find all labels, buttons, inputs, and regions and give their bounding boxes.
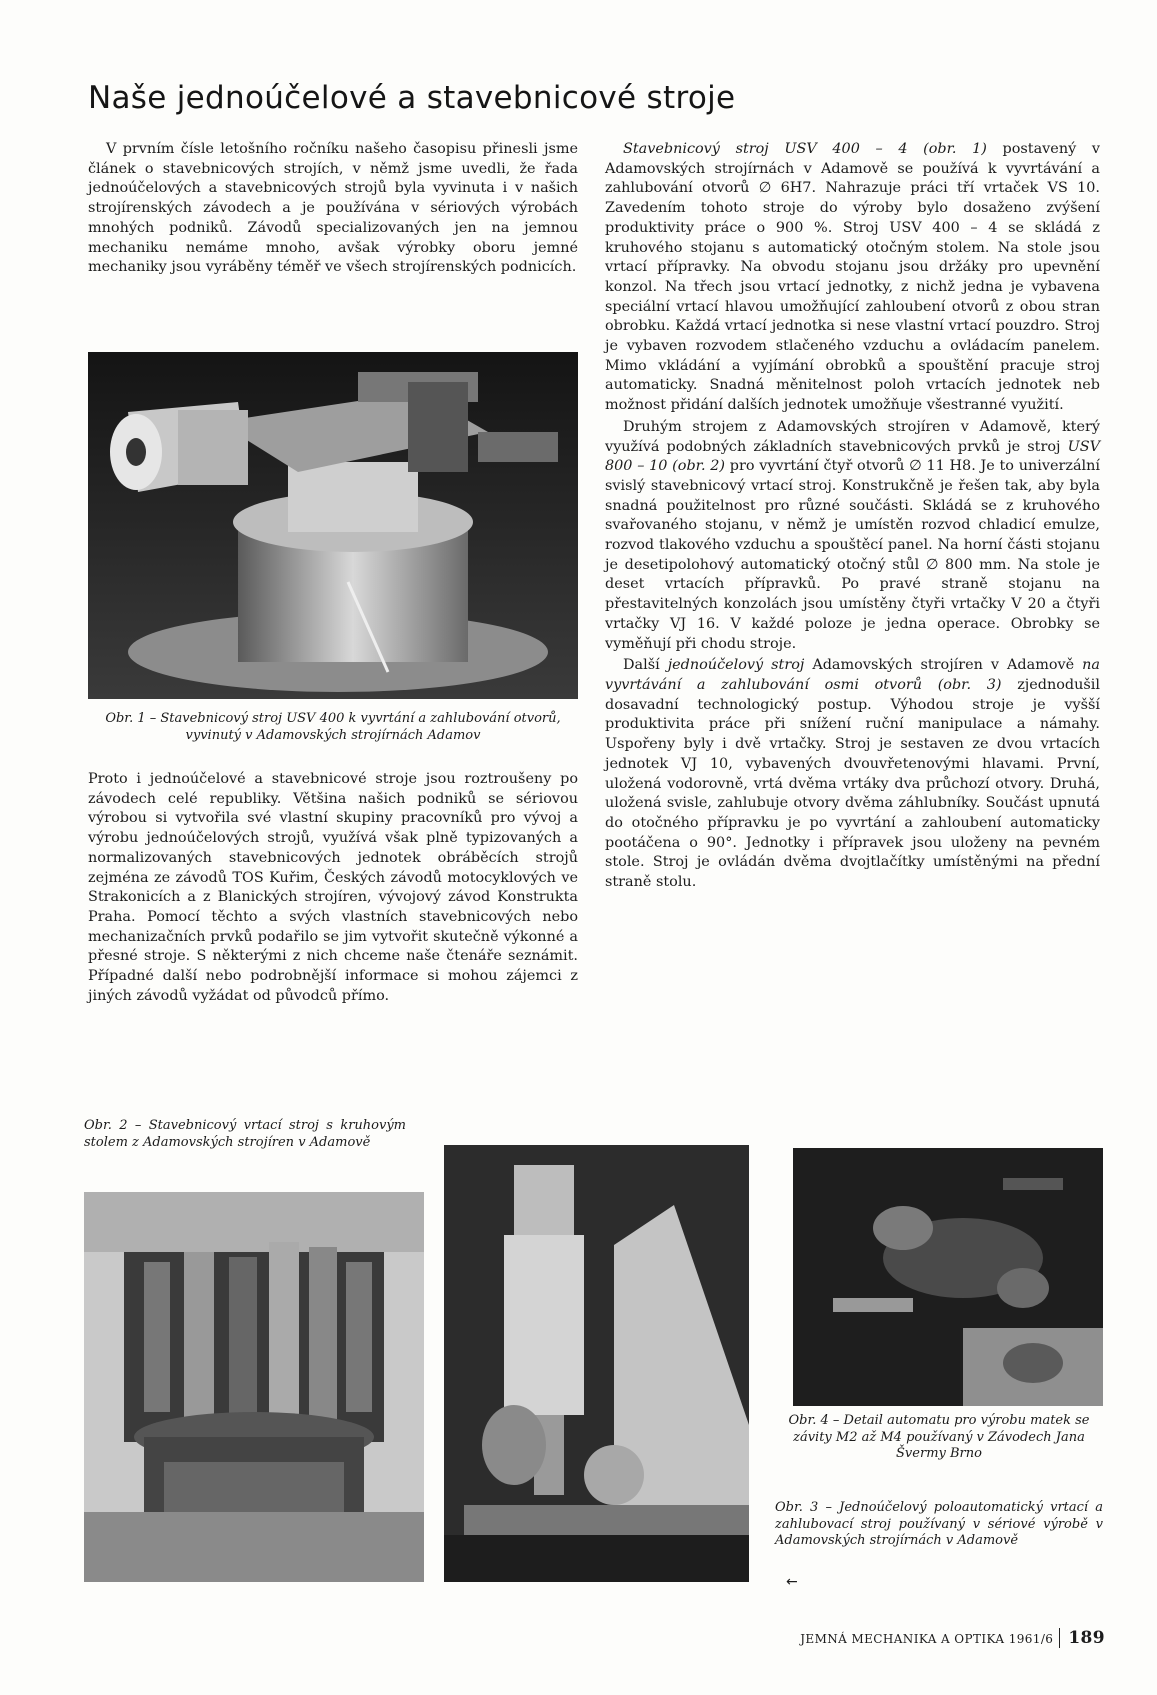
figure-1-photo [88,352,578,699]
usv400-heading: Stavebnicový stroj USV 400 – 4 (obr. 1) [623,141,987,157]
intro-text: V prvním čísle letošního ročníku našeho časopisu přinesli jsme článek o stavebnicových strojích, v němž jsme uvedli, že řada jednoúčelových a stavebnicových strojů byla vyvinuta i v našich strojírenských závodech a je používána v sériových výrobách mnohých podniků. Závodů specializovaných jen na jemnou mechaniku nemáme mnoho, avšak výrobky oboru jemné mechaniky jsou vyráběny téměř ve všech strojírenských podnicích. [88,141,578,276]
figure-2-photo [84,1192,424,1582]
paragraph-2-text: Proto i jednoúčelové a stavebnicové stroje jsou roztroušeny po závodech celé republiky. Většina našich podniků se sériovou výrobou si vytvořila své vlastní skupiny pracovníků pro vývoj a výrobu jednoúčelových strojů, využívá však plně typizovaných a normalizovaných stavebnicových jednotek obráběcích strojů zejména ze závodů TOS Kuřim, Českých závodů motocyklových ve Strakonicích a z Blanických strojíren, vývojový závod Konstrukta Praha. Pomocí těchto a svých vlastních stavebnicových nebo mechanizačních prvků podařilo se jim vytvořit skutečně výkonné a přesné stroje. S některými z nich chceme naše čtenáře seznámit. Případné další nebo podrobnější informace si mohou zájemci z jiných závodů vyžádat od původců přímo. [88,771,578,1004]
sp-text-c: zjednodušil dosavadní technologický postup. Výhodou stroje je vyšší produktivita práce při snížení ruční manipulace a námahy. Uspořeny byly i dvě vrtačky. Stroj je sestaven ze dvou vrtacích jednotek VJ 10, vybavených dvouvřetenovými hlavami. První, uložená vodorovně, vrtá dvěma vrtáky dva průchozí otvory. Druhá, uložená svisle, zahlubuje otvory dvěma záhlubníky. Součást upnutá do otočného přípravku je po vyvrtání a zahloubení automaticky pootáčena o 90°. Jednotky i přípravek jsou uloženy na pevném stole. Stroj je ovládán dvěma dvojtlačítky umístěnými na přední straně stolu. [605,676,1100,891]
page-footer [800,1628,1105,1648]
article-title: Naše jednoúčelové a stavebnicové stroje [88,80,736,116]
usv400-paragraph [605,140,1100,416]
intro-paragraph [88,140,578,278]
usv800-text-b: pro vyvrtání čtyř otvorů ∅ 11 H8. Je to univerzální svislý stavebnicový vrtací stroj. Konstrukčně je řešen tak, aby byla snadná použitelnost pro různé součásti. Skládá se z kruhového svařovaného stojanu, v němž je umístěn rozvod chladicí emulze, rozvod tlakového vzduchu a spouštěcí panel. Na horní části stojanu je desetipolohový automatický otočný stůl ∅ 800 mm. Na stole je deset vrtacích přípravků. Po pravé straně stojanu na přestavitelných konzolách jsou umístěny čtyři vrtačky V 20 a čtyři vrtačky VJ 16. V každé poloze je jedna operace. Obrobky se vyměňují při chodu stroje. [605,458,1100,652]
figure-2-caption: Obr. 2 – Stavebnicový vrtací stroj s kruhovým stolem z Adamovských strojíren v Adamově [84,1118,406,1150]
arrow-left-icon: ← [786,1574,798,1590]
journal-name: JEMNÁ MECHANIKA A OPTIKA 1961/6 [800,1632,1054,1646]
usv800-heading: USV 800 – 10 (obr. 2) [605,438,1100,475]
sp-heading-1: jednoúčelový stroj [667,657,805,674]
figure-4-photo [793,1148,1103,1406]
sp-text-b: Adamovských strojíren v Adamově [804,657,1083,674]
sp-text-a: Další [623,657,668,674]
paragraph-2 [88,770,578,1006]
figure-3-photo [444,1145,749,1582]
figure-1-caption: Obr. 1 – Stavebnicový stroj USV 400 k vyvrtání a zahlubování otvorů, vyvinutý v Adamovských strojírnách Adamov [105,711,561,743]
sp-heading-2: na vyvrtávání a zahlubování osmi otvorů (obr. 3) [605,657,1100,693]
figure-3-caption: Obr. 3 – Jednoúčelový poloautomatický vrtací a zahlubovací stroj používaný v sériové výrobě v Adamovských strojírnách v Adamově [775,1500,1103,1548]
usv400-text: postavený v Adamovských strojírnách v Adamově se používá k vyvrtávání a zahlubování otvorů ∅ 6H7. Nahrazuje práci tří vrtaček VS 10. Zavedením tohoto stroje do výroby bylo dosaženo zvýšení produktivity práce o 900 %. Stroj USV 400 – 4 se skládá z kruhového stojanu s automatický otočným stolem. Na stole jsou vrtací přípravky. Na obvodu stojanu jsou držáky pro upevnění konzol. Na třech jsou vrtací jednotky, z nichž jedna je vybavena speciální vrtací hlavou umožňující zahloubení otvorů z obou stran obrobku. Každá vrtací jednotka si nese vlastní vrtací pouzdro. Stroj je vybaven rozvodem stlačeného vzduchu a ovládacím panelem. Mimo vkládání a vyjímání obrobků a spouštění pracuje stroj automaticky. Snadná měnitelnost poloh vrtacích jednotek neb možnost přidání dalších jednotek umožňuje všestranné využití. [605,141,1100,414]
single-purpose-paragraph [605,656,1100,892]
right-column [605,140,1100,893]
usv800-text-a: Druhým strojem z Adamovských strojíren v Adamově, který využívá podobných základních stavebnicových prvků je stroj [605,418,1100,455]
figure-4-caption: Obr. 4 – Detail automatu pro výrobu matek se závity M2 až M4 používaný v Závodech Jana Švermy Brno [788,1413,1090,1461]
usv800-paragraph [605,418,1100,654]
page-number: 189 [1059,1628,1105,1648]
